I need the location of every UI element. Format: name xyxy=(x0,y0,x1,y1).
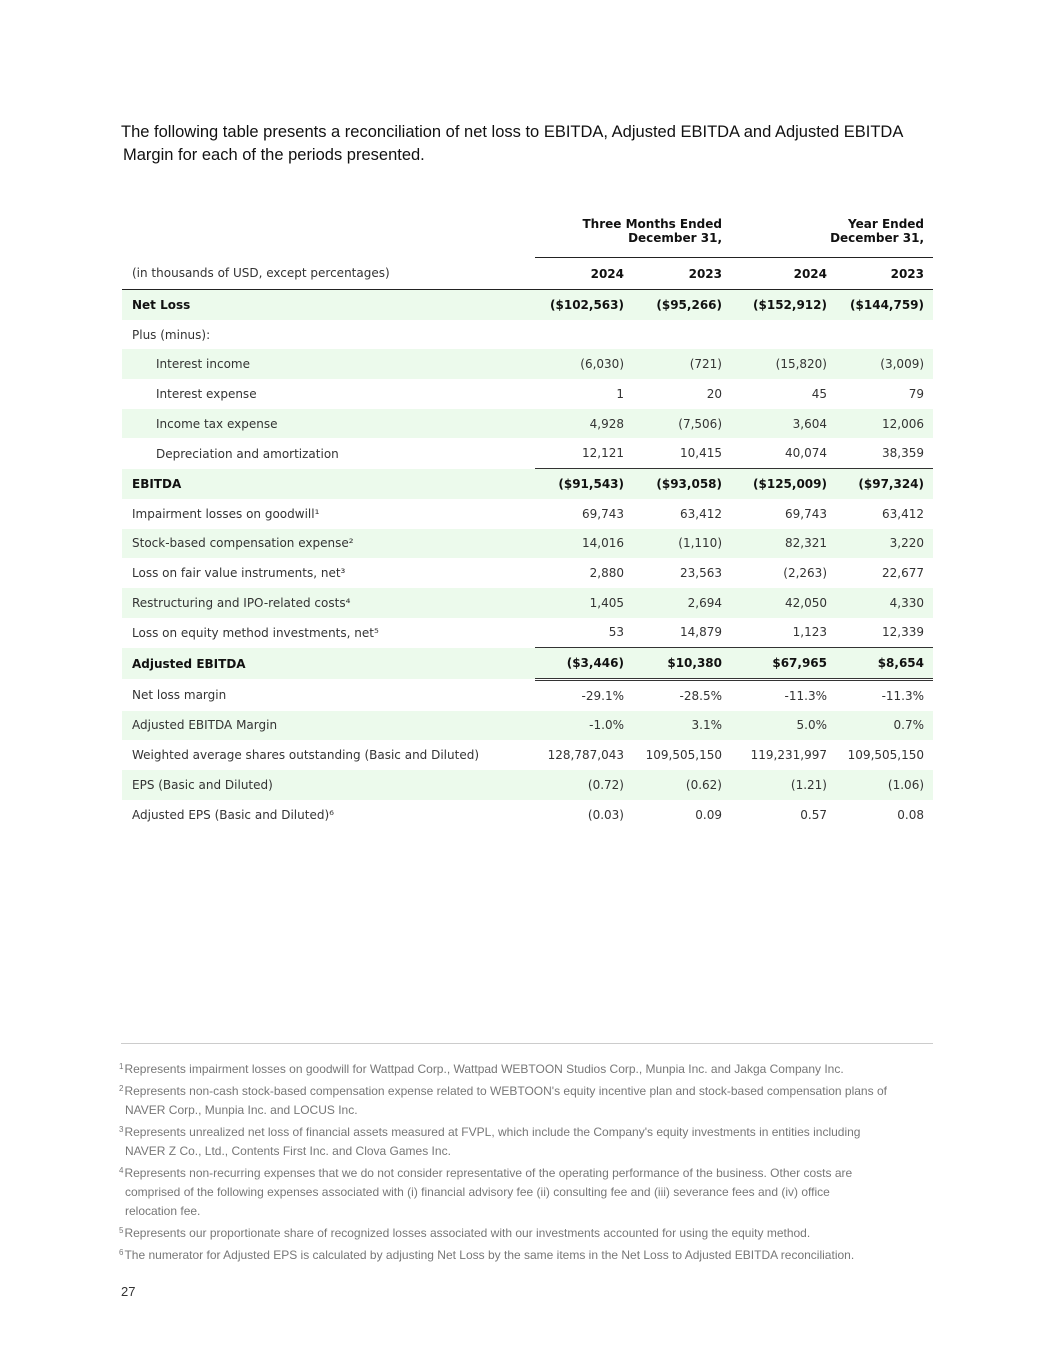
table-row xyxy=(122,529,933,559)
footnote-text: Represents our proportionate share of recognized losses associated with our investments accounted for using the equity method. xyxy=(124,1226,811,1240)
cell-value: 12,006 xyxy=(836,409,933,439)
cell-value: 79 xyxy=(908,386,925,401)
cell-value: 109,505,150 xyxy=(847,748,925,763)
cell-value: (721) xyxy=(633,349,731,379)
cell-value: $67,965 xyxy=(731,648,836,680)
col-header-q-2023: 2023 xyxy=(633,258,731,290)
cell-value: 3,220 xyxy=(836,529,933,559)
row-label: Net Loss xyxy=(122,290,535,320)
cell-value: 2,880 xyxy=(589,566,624,581)
cell-value: (1,110) xyxy=(633,529,731,559)
cell-value: ($152,912) xyxy=(731,290,836,320)
cell-value: 20 xyxy=(706,386,722,401)
row-label: Adjusted EPS (Basic and Diluted)⁶ xyxy=(132,807,334,822)
col-header-y-2024: 2024 xyxy=(731,258,836,290)
row-label: EBITDA xyxy=(122,469,535,499)
footnote-divider xyxy=(121,1043,933,1044)
footnote-marker: 4 xyxy=(119,1166,124,1175)
cell-value: $10,380 xyxy=(633,648,731,680)
row-label: Income tax expense xyxy=(122,409,535,439)
footnote-4 xyxy=(119,1161,939,1221)
cell-value: (0.03) xyxy=(587,807,624,822)
cell-value: 14,016 xyxy=(535,529,633,559)
table-row xyxy=(122,711,933,741)
cell-value: 69,743 xyxy=(785,506,827,521)
page-number: 27 xyxy=(121,1284,136,1299)
cell-value: 4,330 xyxy=(836,588,933,618)
row-label: EPS (Basic and Diluted) xyxy=(122,770,535,800)
cell-value: 12,121 xyxy=(535,438,633,468)
table-row xyxy=(122,800,933,830)
cell-value: (1.21) xyxy=(731,770,836,800)
table-row xyxy=(122,438,933,468)
row-label: Interest income xyxy=(122,349,535,379)
footnote-text: The numerator for Adjusted EPS is calculated by adjusting Net Loss by the same items in the Net Loss to Adjusted EBITDA reconciliation. xyxy=(124,1248,855,1262)
row-label: Adjusted EBITDA xyxy=(122,648,535,680)
cell-value: 4,928 xyxy=(535,409,633,439)
cell-value: -1.0% xyxy=(535,711,633,741)
table-row xyxy=(122,618,933,648)
footnote-text: NAVER Z Co., Ltd., Contents First Inc. and Clova Games Inc. xyxy=(125,1144,451,1158)
footnotes xyxy=(119,1057,939,1265)
row-label: Loss on equity method investments, net⁵ xyxy=(132,625,379,640)
column-header-row xyxy=(122,258,933,290)
cell-value: 45 xyxy=(811,386,827,401)
cell-value: 1 xyxy=(616,386,624,401)
cell-value: (15,820) xyxy=(731,349,836,379)
three-months-header: Three Months Ended xyxy=(582,217,722,231)
cell-value: 10,415 xyxy=(633,438,731,468)
cell-value: 1,123 xyxy=(731,618,836,648)
footnote-marker: 2 xyxy=(119,1084,124,1093)
cell-value: 128,787,043 xyxy=(547,748,624,763)
cell-value: 1,405 xyxy=(535,588,633,618)
cell-value: ($125,009) xyxy=(731,469,836,499)
footnote-3 xyxy=(119,1120,939,1161)
reconciliation-table xyxy=(122,212,933,829)
cell-value: $8,654 xyxy=(836,648,933,680)
table-row xyxy=(122,349,933,379)
table-row xyxy=(122,588,933,618)
row-label: Interest expense xyxy=(156,386,257,401)
footnote-5 xyxy=(119,1221,939,1243)
cell-value: 63,412 xyxy=(680,506,722,521)
cell-value: 109,505,150 xyxy=(645,748,722,763)
row-label: Plus (minus): xyxy=(132,327,211,342)
cell-value: 53 xyxy=(535,618,633,648)
footnote-text: relocation fee. xyxy=(125,1204,201,1218)
table-row xyxy=(122,320,933,350)
table-row xyxy=(122,770,933,800)
group-header-row xyxy=(122,212,933,231)
table-row xyxy=(122,499,933,529)
year-ended-subheader: December 31, xyxy=(731,231,933,258)
cell-value: 69,743 xyxy=(582,506,624,521)
footnote-2 xyxy=(119,1079,939,1120)
cell-value: 3.1% xyxy=(633,711,731,741)
table-row xyxy=(122,679,933,710)
cell-value: 82,321 xyxy=(731,529,836,559)
table-row xyxy=(122,409,933,439)
year-ended-header: Year Ended xyxy=(848,217,925,231)
cell-value: (6,030) xyxy=(535,349,633,379)
footnote-text: Represents unrealized net loss of financial assets measured at FVPL, which include the Company's equity investments in entities including xyxy=(124,1125,861,1139)
cell-value: 0.57 xyxy=(800,807,827,822)
intro-line-2: Margin for each of the periods presented. xyxy=(123,146,425,164)
footnote-text: Represents impairment losses on goodwill for Wattpad Corp., Wattpad WEBTOON Studios Corp., Munpia Inc. and Jakga Company Inc. xyxy=(124,1062,844,1076)
col-header-y-2023: 2023 xyxy=(836,258,933,290)
row-label: Impairment losses on goodwill¹ xyxy=(132,506,320,521)
cell-value: 22,677 xyxy=(882,566,925,581)
table-row xyxy=(122,469,933,499)
three-months-subheader: December 31, xyxy=(535,231,731,258)
cell-value: (2,263) xyxy=(783,566,827,581)
footnote-6 xyxy=(119,1243,939,1265)
col-header-q-2024: 2024 xyxy=(535,258,633,290)
cell-value: ($144,759) xyxy=(836,290,933,320)
cell-value: (7,506) xyxy=(633,409,731,439)
cell-value: ($97,324) xyxy=(836,469,933,499)
group-subheader-row xyxy=(122,231,933,258)
cell-value: 119,231,997 xyxy=(750,748,827,763)
cell-value: (3,009) xyxy=(836,349,933,379)
footnote-marker: 6 xyxy=(119,1248,124,1257)
cell-value: ($91,543) xyxy=(535,469,633,499)
row-label: Net loss margin xyxy=(132,688,227,703)
cell-value: ($93,058) xyxy=(633,469,731,499)
table-row xyxy=(122,379,933,409)
cell-value: ($3,446) xyxy=(535,648,633,680)
table-row xyxy=(122,648,933,680)
intro-paragraph xyxy=(121,121,921,167)
cell-value: 0.7% xyxy=(836,711,933,741)
table-row xyxy=(122,558,933,588)
row-label: Loss on fair value instruments, net³ xyxy=(132,566,346,581)
cell-value: -11.3% xyxy=(881,688,925,703)
footnote-text: comprised of the following expenses associated with (i) financial advisory fee (ii) consulting fee and (iii) severance fees and (iv) office xyxy=(125,1185,830,1199)
cell-value: -11.3% xyxy=(784,688,827,703)
cell-value: 40,074 xyxy=(731,438,836,468)
cell-value: 63,412 xyxy=(882,506,925,521)
cell-value: 0.08 xyxy=(897,807,925,822)
cell-value: (0.72) xyxy=(535,770,633,800)
cell-value: (0.62) xyxy=(633,770,731,800)
cell-value: -28.5% xyxy=(679,688,722,703)
cell-value: 3,604 xyxy=(731,409,836,439)
row-label: Depreciation and amortization xyxy=(156,446,339,461)
row-label: Adjusted EBITDA Margin xyxy=(122,711,535,741)
footnote-marker: 1 xyxy=(119,1062,124,1071)
cell-value: 2,694 xyxy=(633,588,731,618)
cell-value: 38,359 xyxy=(836,438,933,468)
cell-value: ($95,266) xyxy=(633,290,731,320)
row-label: Weighted average shares outstanding (Basic and Diluted) xyxy=(132,748,480,763)
footnote-1 xyxy=(119,1057,939,1079)
cell-value: 0.09 xyxy=(695,807,722,822)
cell-value: 12,339 xyxy=(836,618,933,648)
table-row xyxy=(122,740,933,770)
intro-line-1: The following table presents a reconciliation of net loss to EBITDA, Adjusted EBITDA and Adjusted EBITDA xyxy=(121,123,904,141)
cell-value: 23,563 xyxy=(680,566,722,581)
footnote-marker: 5 xyxy=(119,1226,124,1235)
cell-value: 14,879 xyxy=(633,618,731,648)
footnote-text: Represents non-recurring expenses that we do not consider representative of the operating performance of the business. Other costs are xyxy=(124,1166,853,1180)
row-label: Restructuring and IPO-related costs⁴ xyxy=(122,588,535,618)
cell-value: (1.06) xyxy=(836,770,933,800)
footnote-text: Represents non-cash stock-based compensation expense related to WEBTOON's equity incentive plan and stock-based compensation plans of xyxy=(124,1084,887,1098)
row-label: Stock-based compensation expense² xyxy=(122,529,535,559)
footnote-marker: 3 xyxy=(119,1125,124,1134)
cell-value: 5.0% xyxy=(731,711,836,741)
cell-value: ($102,563) xyxy=(535,290,633,320)
cell-value: 42,050 xyxy=(731,588,836,618)
table-row xyxy=(122,290,933,320)
footnote-text: NAVER Corp., Munpia Inc. and LOCUS Inc. xyxy=(125,1103,358,1117)
units-label: (in thousands of USD, except percentages) xyxy=(122,258,535,290)
cell-value: -29.1% xyxy=(581,688,624,703)
